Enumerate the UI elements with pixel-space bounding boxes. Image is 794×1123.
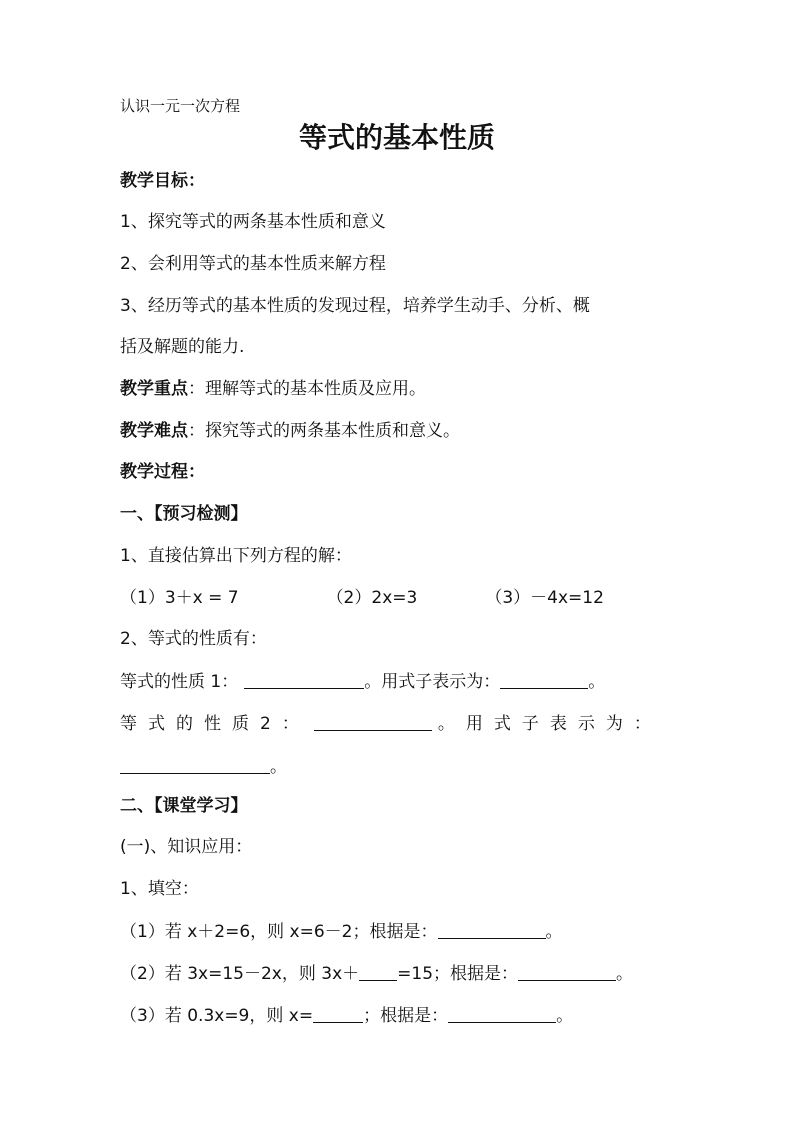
question-2: 2、等式的性质有： xyxy=(120,629,267,649)
blank-field[interactable] xyxy=(518,962,616,981)
page-title: 等式的基本性质 xyxy=(298,121,495,154)
fill-item-3 xyxy=(120,1004,573,1027)
property-1-expression-label: 。用式子表示为： xyxy=(364,672,501,692)
period: 。 xyxy=(556,1006,574,1026)
goal-item: 1、探究等式的两条基本性质和意义 xyxy=(120,212,386,232)
process-heading: 教学过程： xyxy=(120,462,205,482)
fill-item-text: （3）若 0.3x=9，则 x= xyxy=(120,1006,314,1026)
goal-item: 3、经历等式的基本性质的发现过程，培养学生动手、分析、概 xyxy=(120,296,590,316)
property-1-label: 等式的性质 1： xyxy=(120,672,239,692)
period: 。 xyxy=(616,964,634,984)
blank-field[interactable] xyxy=(314,712,432,731)
blank-field[interactable] xyxy=(448,1004,556,1023)
section2-heading: 二、【课堂学习】 xyxy=(120,796,248,816)
key-point xyxy=(120,378,426,400)
fill-item-1 xyxy=(120,920,563,943)
fill-item-2 xyxy=(120,962,633,985)
property-2-expression-label: 。用式子表示为： xyxy=(437,714,662,734)
fill-item-text: （1）若 x＋2=6，则 x=6－2；根据是： xyxy=(120,922,438,942)
equation-row xyxy=(120,587,604,609)
goals-heading: 教学目标： xyxy=(120,171,205,191)
equation-1: （1）3＋x = 7 xyxy=(120,588,239,608)
difficulty-text: ：探究等式的两条基本性质和意义。 xyxy=(188,421,460,441)
question-1: 1、直接估算出下列方程的解： xyxy=(120,546,352,566)
property-1-line xyxy=(120,670,605,693)
property-2-continuation xyxy=(120,755,287,778)
fill-item-text: ；根据是： xyxy=(363,1006,449,1026)
difficulty-label: 教学难点 xyxy=(120,421,188,441)
goal-item: 2、会利用等式的基本性质来解方程 xyxy=(120,254,386,274)
header-text: 认识一元一次方程 xyxy=(120,97,241,115)
section1-heading: 一、【预习检测】 xyxy=(120,504,248,524)
equation-3: （3）－4x=12 xyxy=(485,588,604,608)
difficulty-point xyxy=(120,420,460,442)
period: 。 xyxy=(588,672,606,692)
goal-item: 括及解题的能力. xyxy=(120,337,245,357)
period: 。 xyxy=(545,922,563,942)
key-text: ：理解等式的基本性质及应用。 xyxy=(188,379,426,399)
property-2-label: 等式的性质2： xyxy=(120,714,310,734)
blank-field[interactable] xyxy=(313,1004,363,1023)
subsection-heading: (一)、知识应用： xyxy=(120,837,253,857)
blank-field[interactable] xyxy=(359,962,397,981)
key-label: 教学重点 xyxy=(120,379,188,399)
equation-2: （2）2x=3 xyxy=(326,588,418,608)
fill-item-text: =15；根据是： xyxy=(397,964,519,984)
period: 。 xyxy=(270,757,287,777)
blank-field[interactable] xyxy=(438,920,546,939)
property-2-line xyxy=(120,712,662,735)
blank-field[interactable] xyxy=(500,670,588,689)
fill-in-heading: 1、填空： xyxy=(120,879,199,899)
blank-field[interactable] xyxy=(244,670,364,689)
fill-item-text: （2）若 3x=15－2x，则 3x＋ xyxy=(120,964,360,984)
blank-field[interactable] xyxy=(120,755,270,774)
